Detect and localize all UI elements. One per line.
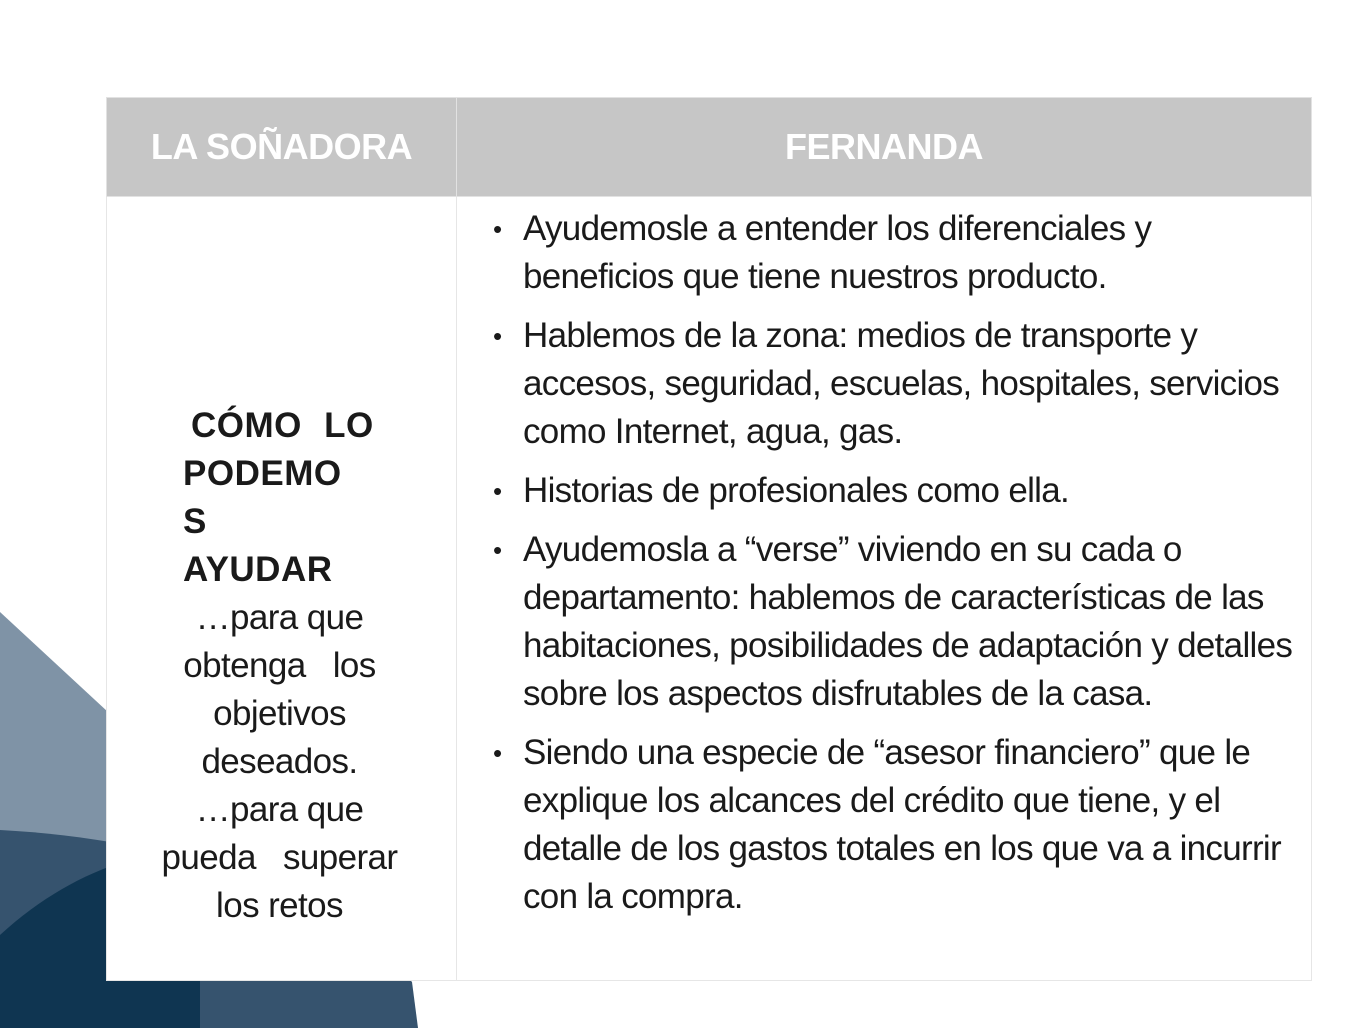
content-table [106,97,1312,981]
table-header-row [107,98,1312,197]
body-line: deseados. [201,742,358,781]
left-cell-content [107,402,456,930]
body-line: …para que [195,598,364,637]
body-line: los retos [216,886,343,925]
heading-line: S [183,502,207,541]
bullet-dot-icon: • [493,476,502,506]
header-fernanda: FERNANDA [457,98,1312,197]
bullet-dot-icon: • [493,321,502,351]
body-line: objetivos [213,694,346,733]
heading-line: PODEMO [183,454,342,493]
table-body-row [107,197,1312,981]
bullet-dot-icon: • [493,738,502,768]
bullet-text: Hablemos de la zona: medios de transporte y accesos, seguridad, escuelas, hospitales, servicios como Internet, agua, gas. [523,316,1280,451]
right-cell-fernanda [457,197,1312,981]
bullet-list [457,197,1311,921]
left-cell-como-ayudar [107,197,457,981]
body-line: pueda superar [161,838,398,877]
bullet-item [473,205,1293,301]
header-la-sonadora: LA SOÑADORA [107,98,457,197]
bullet-dot-icon: • [493,535,502,565]
bullet-text: Historias de profesionales como ella. [523,471,1070,510]
bullet-item [473,526,1293,718]
heading-line: CÓMO LO [191,406,374,445]
bullet-item [473,467,1293,515]
bullet-item [473,729,1293,921]
bullet-dot-icon: • [493,214,502,244]
bullet-text: Ayudemosla a “verse” viviendo en su cada o departamento: hablemos de características de las habitaciones, posibilidades de adaptación y detalles sobre los aspectos disfrutables de la casa. [523,530,1293,713]
body-line: obtenga los [183,646,376,685]
bullet-text: Siendo una especie de “asesor financiero” que le explique los alcances del crédito que tiene, y el detalle de los gastos totales en los que va a incurrir con la compra. [523,733,1281,916]
heading-line: AYUDAR [183,550,333,589]
bullet-text: Ayudemosle a entender los diferenciales y beneficios que tiene nuestros producto. [523,209,1152,296]
bullet-item [473,312,1293,456]
body-line: …para que [195,790,364,829]
